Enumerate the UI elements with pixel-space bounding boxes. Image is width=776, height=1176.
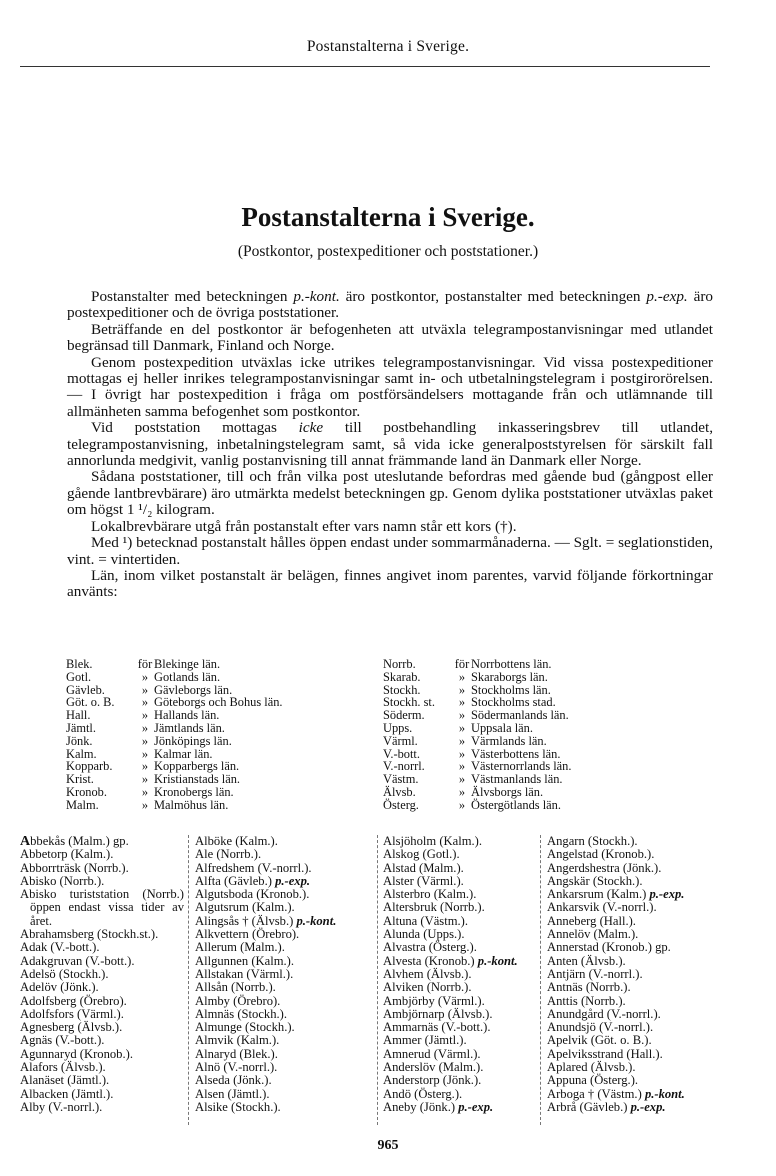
- abbreviation-row: [66, 658, 283, 671]
- place-name: Allstakan (Värml.).: [195, 966, 294, 981]
- index-entry: [20, 1101, 184, 1114]
- paragraph-4: [67, 420, 713, 469]
- place-name: Alingsås † (Älvsb.): [195, 913, 297, 928]
- column-divider: [540, 835, 541, 1125]
- ditto-mark: »: [458, 695, 466, 710]
- abbreviation: Malm.: [66, 797, 99, 812]
- place-name: Ale (Norrb.).: [195, 847, 262, 862]
- paragraph-6: Lokalbrevbärare utgå från postanstalt efter vars namn står ett kors (†).: [91, 517, 517, 535]
- place-name: Anderslöv (Malm.).: [383, 1060, 484, 1075]
- place-name: Altuna (Västm.).: [383, 913, 468, 928]
- place-name: Algutsboda (Kronob.).: [195, 887, 310, 902]
- place-name: Alseda (Jönk.).: [195, 1073, 272, 1088]
- index-entry: [20, 1061, 184, 1074]
- text: äro postexpeditioner och de övriga poststationer.: [67, 288, 713, 322]
- place-name: Allgunnen (Kalm.).: [195, 953, 294, 968]
- index-entry: [195, 995, 375, 1008]
- index-entry: [20, 1048, 184, 1061]
- place-name: Alstad (Malm.).: [383, 860, 464, 875]
- index-entry: [20, 1034, 184, 1047]
- index-entry: [20, 848, 184, 861]
- abbreviation-row: [383, 658, 571, 671]
- index-entry: [195, 968, 375, 981]
- place-name: Altersbruk (Norrb.).: [383, 900, 485, 915]
- index-entry: [20, 995, 184, 1008]
- place-name: Alsterbro (Kalm.).: [383, 887, 477, 902]
- abbreviation: Göt. o. B.: [66, 695, 115, 710]
- column-divider: [377, 835, 378, 1125]
- index-entry: [20, 968, 184, 981]
- place-name: Adolfsberg (Örebro).: [20, 993, 127, 1008]
- index-entry: [383, 1088, 535, 1101]
- index-entry: [547, 955, 757, 968]
- place-name: Ankarsvik (V.-norrl.).: [547, 900, 657, 915]
- ditto-mark: »: [458, 746, 466, 761]
- abbreviation: Västm.: [383, 772, 419, 787]
- abbreviation-row: [66, 722, 283, 735]
- county-name: Malmöhus län.: [154, 797, 229, 812]
- county-name: Göteborgs och Bohus län.: [154, 695, 283, 710]
- index-entry: [547, 835, 757, 848]
- place-name: Alvesta (Kronob.): [383, 953, 478, 968]
- index-entry: [547, 901, 757, 914]
- abbreviation-row: [383, 722, 571, 735]
- county-name: Uppsala län.: [471, 720, 533, 735]
- office-type: p.-kont.: [644, 1086, 685, 1101]
- abbreviation: Österg.: [383, 797, 419, 812]
- place-name: Alviken (Norrb.).: [383, 980, 472, 995]
- abbreviation: Upps.: [383, 720, 413, 735]
- index-entry: [195, 835, 375, 848]
- ditto-mark: »: [141, 708, 149, 723]
- index-entry: [383, 941, 535, 954]
- index-entry: [547, 862, 757, 875]
- index-entry: [547, 1101, 757, 1114]
- abbr-p-exp: p.-exp.: [646, 288, 688, 305]
- abbreviation-row: [66, 786, 283, 799]
- paragraph-2: Beträffande en del postkontor är befogenheten att utväxla telegrampostanvisningar med utlandet begränsad till Danmark, Finland och Norge.: [67, 320, 713, 355]
- county-name: Kalmar län.: [154, 746, 213, 761]
- abbr-p-kont: p.-kont.: [293, 288, 340, 305]
- text: Vid poststation mottagas: [91, 419, 299, 437]
- abbreviation: Kopparb.: [66, 759, 113, 774]
- ditto-mark: för: [454, 657, 470, 671]
- page-number: 965: [377, 1138, 399, 1153]
- index-entry: [547, 848, 757, 861]
- ditto-mark: »: [458, 669, 466, 684]
- place-name: Abrahamsberg (Stockh.st.).: [20, 927, 159, 942]
- ditto-mark: »: [141, 733, 149, 748]
- index-entry: [383, 901, 535, 914]
- place-name: Almby (Örebro).: [195, 993, 281, 1008]
- place-name: Ankarsrum (Kalm.): [547, 887, 650, 902]
- place-name: Almnäs (Stockh.).: [195, 1006, 287, 1021]
- abbreviation-row: [66, 671, 283, 684]
- place-name: Alvhem (Älvsb.).: [383, 966, 472, 981]
- index-entry: [383, 888, 535, 901]
- place-name: Appuna (Österg.).: [547, 1073, 639, 1088]
- place-name: Antnäs (Norrb.).: [547, 980, 631, 995]
- index-column-3: [383, 835, 535, 1114]
- index-entry: [383, 1061, 535, 1074]
- abbreviation: Gävleb.: [66, 682, 105, 697]
- place-name: Alsike (Stockh.).: [195, 1099, 281, 1114]
- paragraph-1: [67, 289, 713, 322]
- place-name: Alfta (Gävleb.): [195, 873, 276, 888]
- index-entry: [383, 1021, 535, 1034]
- index-entry: [547, 981, 757, 994]
- place-name: Abisko (Norrb.).: [20, 873, 105, 888]
- county-name: Gävleborgs län.: [154, 682, 233, 697]
- place-name: Apelviksstrand (Hall.).: [547, 1046, 663, 1061]
- index-entry: [20, 1008, 184, 1021]
- index-entry: [383, 968, 535, 981]
- place-name: Agnesberg (Älvsb.).: [20, 1020, 123, 1035]
- index-entry: [195, 915, 375, 928]
- index-entry: [383, 862, 535, 875]
- index-entry: [383, 1074, 535, 1087]
- index-entry: [547, 941, 757, 954]
- index-entry: [547, 1061, 757, 1074]
- intro-text: [67, 289, 713, 601]
- place-name: Angelstad (Kronob.).: [547, 847, 655, 862]
- index-entry: [195, 862, 375, 875]
- index-entry: [195, 848, 375, 861]
- place-name: Aplared (Älvsb.).: [547, 1060, 636, 1075]
- running-header: Postanstalterna i Sverige.: [306, 38, 470, 55]
- index-entry: [20, 1021, 184, 1034]
- place-name: Alunda (Upps.).: [383, 927, 465, 942]
- place-name: Angarn (Stockh.).: [547, 834, 638, 848]
- place-name: Allsån (Norrb.).: [195, 980, 276, 995]
- index-entry: [195, 888, 375, 901]
- index-entry: [383, 1034, 535, 1047]
- index-entry: [20, 1074, 184, 1087]
- place-name: Almunge (Stockh.).: [195, 1020, 295, 1035]
- ditto-mark: »: [458, 784, 466, 799]
- ditto-mark: »: [141, 746, 149, 761]
- place-name: Ammer (Jämtl.).: [383, 1033, 467, 1048]
- index-entry: [20, 928, 184, 941]
- ditto-mark: »: [458, 682, 466, 697]
- abbreviation-row: [383, 786, 571, 799]
- index-entry: [383, 955, 535, 968]
- index-entry: [383, 1048, 535, 1061]
- index-entry: [195, 1088, 375, 1101]
- place-name: Abisko turiststation (Norrb.) öppen endast vissa tider av året.: [20, 887, 184, 928]
- index-entry: [383, 981, 535, 994]
- abbreviation: Jämtl.: [66, 720, 96, 735]
- place-name: Almvik (Kalm.).: [195, 1033, 280, 1048]
- abbreviation: Stockh. st.: [383, 695, 435, 710]
- place-name: Abborrträsk (Norrb.).: [20, 860, 129, 875]
- abbreviation: Gotl.: [66, 669, 92, 684]
- ditto-mark: »: [141, 669, 149, 684]
- index-entry: [547, 1074, 757, 1087]
- place-name: Andö (Österg.).: [383, 1086, 463, 1101]
- county-name: Norrbottens län.: [471, 657, 552, 671]
- place-name: Alkvettern (Örebro).: [195, 927, 300, 942]
- index-entry: [547, 888, 757, 901]
- index-entry: [195, 981, 375, 994]
- place-name: Agnäs (V.-bott.).: [20, 1033, 105, 1048]
- ditto-mark: »: [141, 695, 149, 710]
- place-name: Albacken (Jämtl.).: [20, 1086, 114, 1101]
- place-name: Alskog (Gotl.).: [383, 847, 460, 862]
- place-name: Ambjörby (Värml.).: [383, 993, 485, 1008]
- index-entry: [547, 1034, 757, 1047]
- index-column-2: [195, 835, 375, 1114]
- abbreviation: Krist.: [66, 772, 94, 787]
- place-name: Annerstad (Kronob.) gp.: [547, 940, 671, 955]
- place-name: Abbekås (Malm.) gp.: [20, 834, 129, 849]
- place-name: Anten (Älvsb.).: [547, 953, 626, 968]
- place-name: Algutsrum (Kalm.).: [195, 900, 295, 915]
- text: Postanstalter med beteckningen: [91, 288, 294, 305]
- place-name: Alster (Värml.).: [383, 873, 464, 888]
- index-entry: [195, 1101, 375, 1114]
- place-name: Angskär (Stockh.).: [547, 873, 643, 888]
- index-entry: [20, 888, 184, 928]
- ditto-mark: »: [141, 784, 149, 799]
- county-name: Värmlands län.: [471, 733, 547, 748]
- place-name: Adak (V.-bott.).: [20, 940, 100, 955]
- index-entry: [547, 968, 757, 981]
- abbreviation: Kronob.: [66, 784, 107, 799]
- column-divider: [188, 835, 189, 1125]
- place-name: Adolfsfors (Värml.).: [20, 1006, 124, 1021]
- county-name: Stockholms län.: [471, 682, 551, 697]
- place-name: Amnerud (Värml.).: [383, 1046, 481, 1061]
- place-name: Alfredshem (V.-norrl.).: [195, 860, 312, 875]
- place-name: Aneby (Jönk.): [383, 1099, 459, 1114]
- index-entry: [20, 875, 184, 888]
- abbreviation-list-right: [383, 658, 571, 812]
- index-entry: [20, 862, 184, 875]
- index-entry: [20, 981, 184, 994]
- place-name: Alanäset (Jämtl.).: [20, 1073, 110, 1088]
- office-type: p.-exp.: [649, 887, 685, 902]
- index-entry: [547, 928, 757, 941]
- page-subtitle: (Postkontor, postexpeditioner och poststationer.): [237, 243, 539, 260]
- index-entry: [195, 1048, 375, 1061]
- index-entry: [547, 915, 757, 928]
- place-name: Anttis (Norrb.).: [547, 993, 626, 1008]
- abbreviation-row: [383, 735, 571, 748]
- place-name: Alsjöholm (Kalm.).: [383, 834, 482, 848]
- index-entry: [195, 928, 375, 941]
- place-name: Annelöv (Malm.).: [547, 927, 639, 942]
- county-name: Blekinge län.: [154, 657, 221, 671]
- index-entry: [547, 1021, 757, 1034]
- place-name: Alsen (Jämtl.).: [195, 1086, 270, 1101]
- place-name: Allerum (Malm.).: [195, 940, 285, 955]
- place-name: Agunnaryd (Kronob.).: [20, 1046, 133, 1061]
- place-name: Abbetorp (Kalm.).: [20, 847, 114, 862]
- index-entry: [195, 955, 375, 968]
- office-type: p.-exp.: [630, 1099, 666, 1114]
- index-entry: [383, 915, 535, 928]
- place-name: Adelsö (Stockh.).: [20, 966, 109, 981]
- index-entry: [195, 1008, 375, 1021]
- ditto-mark: »: [458, 733, 466, 748]
- ditto-mark: »: [141, 772, 149, 787]
- index-entry: [383, 848, 535, 861]
- index-entry: [195, 875, 375, 888]
- ditto-mark: »: [458, 797, 466, 812]
- index-entry: [383, 1008, 535, 1021]
- index-entry: [20, 955, 184, 968]
- place-name: Anneberg (Hall.).: [547, 913, 636, 928]
- place-name: Alnö (V.-norrl.).: [195, 1060, 278, 1075]
- place-name: Ammarnäs (V.-bott.).: [383, 1020, 491, 1035]
- index-entry: [383, 995, 535, 1008]
- office-type: p.-kont.: [296, 913, 337, 928]
- place-name: Alafors (Älvsb.).: [20, 1060, 106, 1075]
- place-name: Adelöv (Jönk.).: [20, 980, 99, 995]
- office-type: p.-exp.: [275, 873, 311, 888]
- index-entry: [383, 875, 535, 888]
- county-name: Jämtlands län.: [154, 720, 225, 735]
- index-entry: [195, 1021, 375, 1034]
- place-name: Ambjörnarp (Älvsb.).: [383, 1006, 493, 1021]
- index-entry: [20, 1088, 184, 1101]
- index-entry: [547, 1008, 757, 1021]
- header-rule: [20, 66, 710, 67]
- abbreviation: Blek.: [66, 657, 93, 671]
- text: äro postkontor, postanstalter med beteckningen: [339, 288, 647, 305]
- paragraph-5: Sådana poststationer, till och från vilka post uteslutande befordras med gående bud (gångpost eller gående lantbrevbärare) äro utmärkta medelst beteckningen gp. Genom dylika poststationer utväxlas paket om högst 1 ¹/₂ kilogram.: [67, 468, 713, 519]
- ditto-mark: för: [137, 657, 153, 671]
- place-name: Alböke (Kalm.).: [195, 834, 278, 848]
- index-entry: [547, 1048, 757, 1061]
- place-name: Alnaryd (Blek.).: [195, 1046, 278, 1061]
- office-type: p.-exp.: [458, 1099, 494, 1114]
- ditto-mark: »: [458, 759, 466, 774]
- county-name: Västmanlands län.: [471, 772, 563, 787]
- index-entry: [547, 875, 757, 888]
- county-name: Västernorrlands län.: [471, 759, 572, 774]
- abbreviation: Jönk.: [66, 733, 93, 748]
- abbreviation-row: [383, 799, 571, 812]
- place-name: Anundsjö (V.-norrl.).: [547, 1020, 654, 1035]
- county-name: Södermanlands län.: [471, 708, 569, 723]
- ditto-mark: »: [141, 797, 149, 812]
- abbreviation: Hall.: [66, 708, 91, 723]
- place-name: Angerdshestra (Jönk.).: [547, 860, 662, 875]
- county-name: Kronobergs län.: [154, 784, 234, 799]
- index-entry: [547, 1088, 757, 1101]
- abbreviation: Norrb.: [383, 657, 416, 671]
- text: till postbehandling inkasseringsbrev till utlandet, telegrampostanvisning, inbetalningstelegram samt, så vida icke generalpoststyrelsen för särskilt fall annorlunda medgivit, vanlig postanvisning till annat främmande land än Danmark eller Norge.: [67, 419, 714, 470]
- place-name: Apelvik (Göt. o. B.).: [547, 1033, 652, 1048]
- ditto-mark: »: [141, 682, 149, 697]
- county-name: Östergötlands län.: [471, 797, 561, 812]
- abbreviation: Stockh.: [383, 682, 421, 697]
- abbreviation: Kalm.: [66, 746, 97, 761]
- county-name: Gotlands län.: [154, 669, 221, 684]
- ditto-mark: »: [141, 720, 149, 735]
- office-type: p.-kont.: [477, 953, 518, 968]
- abbreviation: V.-norrl.: [383, 759, 425, 774]
- place-name: Arboga † (Västm.): [547, 1086, 645, 1101]
- index-entry: [195, 941, 375, 954]
- index-column-1: [20, 835, 184, 1114]
- index-entry: [195, 901, 375, 914]
- index-entry: [195, 1074, 375, 1087]
- paragraph-7: Med ¹) betecknad postanstalt hålles öppen endast under sommarmånaderna. — Sglt. = seglationstiden, vint. = vintertiden.: [67, 534, 713, 568]
- emphasis: icke: [298, 419, 324, 437]
- place-name: Arbrå (Gävleb.): [547, 1099, 631, 1114]
- county-name: Jönköpings län.: [154, 733, 232, 748]
- ditto-mark: »: [458, 720, 466, 735]
- county-name: Skaraborgs län.: [471, 669, 548, 684]
- abbreviation: Värml.: [383, 733, 418, 748]
- index-column-4: [547, 835, 757, 1114]
- ditto-mark: »: [458, 772, 466, 787]
- county-name: Hallands län.: [154, 708, 220, 723]
- place-name: Alvastra (Österg.).: [383, 940, 477, 955]
- place-name: Anundgård (V.-norrl.).: [547, 1006, 661, 1021]
- ditto-mark: »: [141, 759, 149, 774]
- place-name: Alby (V.-norrl.).: [20, 1099, 103, 1114]
- abbreviation: Skarab.: [383, 669, 421, 684]
- abbreviation-row: [66, 799, 283, 812]
- place-name: Adakgruvan (V.-bott.).: [20, 953, 135, 968]
- index-entry: [20, 941, 184, 954]
- place-name: Antjärn (V.-norrl.).: [547, 966, 643, 981]
- index-entry: [383, 1101, 535, 1114]
- index-entry: [195, 1061, 375, 1074]
- paragraph-3: Genom postexpedition utväxlas icke utrikes telegrampostanvisningar. Vid vissa postexpeditioner mottagas ej heller inrikes telegrampostanvisningar samt in- och utbetalningstelegram i postgirorörelsen. — I övrigt har postexpedition i fråga om postförsändelsers mottagande från och utlämnande till allmänheten samma befogenhet som postkontor.: [67, 353, 713, 420]
- county-name: Västerbottens län.: [471, 746, 561, 761]
- abbreviation-row: [66, 735, 283, 748]
- abbreviation: Söderm.: [383, 708, 425, 723]
- ditto-mark: »: [458, 708, 466, 723]
- index-entry: [547, 995, 757, 1008]
- index-entry: [383, 835, 535, 848]
- abbreviation: Älvsb.: [383, 784, 416, 799]
- place-name: Anderstorp (Jönk.).: [383, 1073, 482, 1088]
- county-name: Kopparbergs län.: [154, 759, 240, 774]
- abbreviation: V.-bott.: [383, 746, 420, 761]
- county-name: Älvsborgs län.: [471, 784, 544, 799]
- index-entry: [20, 835, 184, 848]
- county-name: Stockholms stad.: [471, 695, 556, 710]
- abbreviation-row: [383, 671, 571, 684]
- county-name: Kristianstads län.: [154, 772, 241, 787]
- abbreviation-list-left: [66, 658, 283, 812]
- paragraph-8: Län, inom vilket postanstalt är belägen, finnes angivet inom parentes, varvid följande förkortningar använts:: [67, 566, 713, 601]
- index-entry: [195, 1034, 375, 1047]
- page-title: Postanstalterna i Sverige.: [241, 202, 535, 232]
- index-entry: [383, 928, 535, 941]
